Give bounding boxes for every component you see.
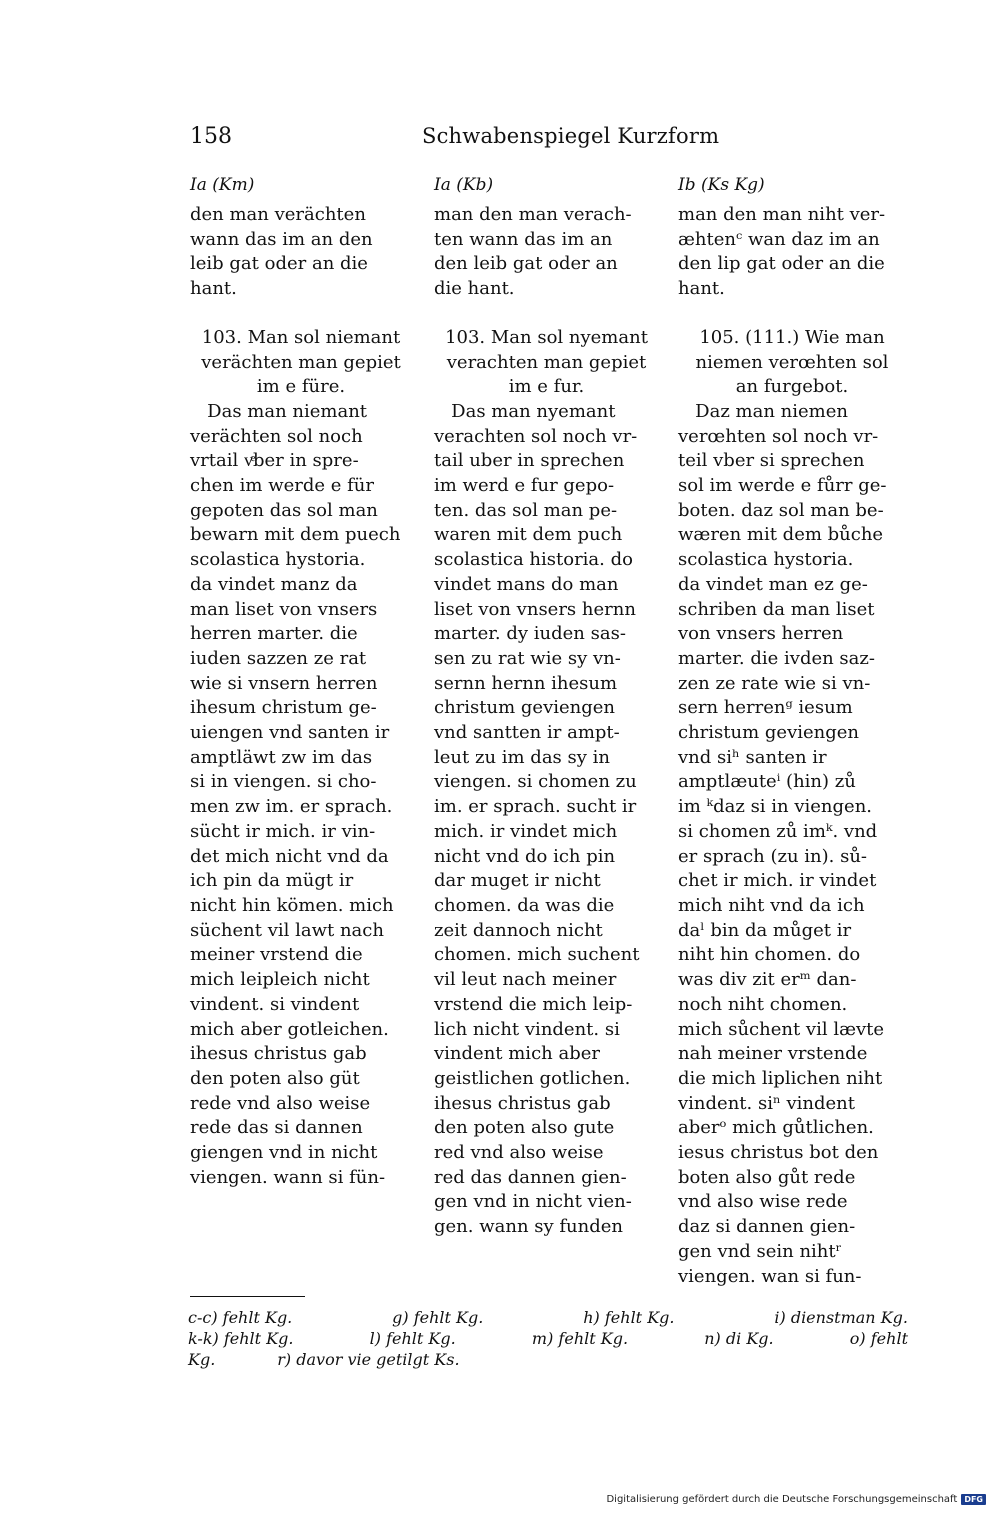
- body-text-line: schriben da man liset: [678, 598, 875, 620]
- body-text-line: mich leipleich nicht: [190, 969, 370, 991]
- footnote-entry: m) fehlt Kg.: [531, 1329, 629, 1348]
- body-text-line: aberᵒ mich gůtlichen.: [678, 1117, 874, 1139]
- body-text-line: rede vnd also weise: [190, 1092, 371, 1114]
- body-text-line: vnd also wise rede: [678, 1191, 848, 1213]
- footnote-entry: Kg.: [188, 1350, 216, 1369]
- body-text-line: chomen. mich suchent: [434, 944, 640, 966]
- body-text-line: herren marter. die: [190, 623, 358, 645]
- footnote-line: [188, 1328, 908, 1349]
- body-text-line: Das man niemant: [190, 400, 368, 422]
- body-text-line: sernn hernn ihesum: [434, 672, 618, 694]
- body-text-line: gen vnd in nicht vien-: [434, 1191, 632, 1213]
- footnote-rule: [190, 1296, 305, 1297]
- section-heading-line: an furgebot.: [735, 376, 849, 398]
- body-text-line: vindet mans do man: [434, 573, 619, 595]
- column-siglum: Ia (Km): [190, 175, 255, 195]
- body-text-line: iuden sazzen ze rat: [190, 647, 367, 669]
- body-text-line: geistlichen gotlichen.: [434, 1067, 631, 1089]
- footnote-entry: r) davor vie getilgt Ks.: [277, 1350, 460, 1369]
- column-siglum: Ia (Kb): [434, 175, 494, 195]
- section-spacer: [190, 302, 412, 326]
- continuation-line: die hant.: [434, 278, 515, 300]
- body-text-line: er sprach (zu in). sů-: [678, 845, 868, 867]
- body-text-line: scolastica historia. do: [434, 549, 633, 571]
- body-text-line: süchent vil lawt nach: [190, 919, 384, 941]
- body-text-line: rede das si dannen: [190, 1117, 363, 1139]
- body-text-line: boten. daz sol man be-: [678, 499, 884, 521]
- body-text-line: ihesus christus gab: [434, 1092, 611, 1114]
- footnote-entry: l) fehlt Kg.: [369, 1329, 456, 1348]
- section-heading-line: verächten man gepiet: [201, 351, 401, 373]
- continuation-line: ten wann das im an: [434, 228, 613, 250]
- body-text-line: scolastica hystoria.: [678, 549, 854, 571]
- body-text-line: amptläwt zw im das: [190, 746, 373, 768]
- continuation-line: wann das im an den: [190, 228, 373, 250]
- body-text-line: si in viengen. si cho-: [190, 771, 377, 793]
- body-text-line: nah meiner vrstende: [678, 1043, 868, 1065]
- continuation-line: den lip gat oder an die: [678, 253, 885, 275]
- body-text-line: ihesum christum ge-: [190, 697, 377, 719]
- body-text-line: chet ir mich. ir vindet: [678, 870, 877, 892]
- body-text-line: red vnd also weise: [434, 1142, 604, 1164]
- body-text-line: ihesus christus gab: [190, 1043, 367, 1065]
- continuation-line: hant.: [190, 278, 237, 300]
- body-text-line: scolastica hystoria.: [190, 549, 366, 571]
- footnote-entry: c-c) fehlt Kg.: [188, 1308, 293, 1327]
- body-text-line: viengen. wan si fun-: [678, 1265, 862, 1287]
- body-text-line: daz si dannen gien-: [678, 1216, 856, 1238]
- body-text-line: zen ze rate wie si vn-: [678, 672, 871, 694]
- body-text-line: viengen. si chomen zu: [434, 771, 637, 793]
- footnotes: [188, 1307, 908, 1370]
- body-text-line: men zw im. er sprach.: [190, 796, 393, 818]
- body-text-line: liset von vnsers hernn: [434, 598, 636, 620]
- body-text-line: marter. dy iuden sas-: [434, 623, 626, 645]
- body-text-line: da vindet manz da: [190, 573, 358, 595]
- footnote-entry: o) fehlt: [849, 1329, 908, 1348]
- body-text-line: niht hin chomen. do: [678, 944, 861, 966]
- footnote-entry: k-k) fehlt Kg.: [188, 1329, 294, 1348]
- body-text-line: gen. wann sy funden: [434, 1216, 623, 1238]
- continuation-line: man den man verach-: [434, 204, 632, 225]
- column-ia-km: [190, 173, 412, 1190]
- column-siglum: Ib (Ks Kg): [678, 175, 765, 195]
- body-text-line: iesus christus bot den: [678, 1142, 879, 1164]
- body-text-line: viengen. wann si fün-: [190, 1166, 386, 1188]
- section-heading-line: 103. Man sol niemant: [201, 326, 401, 348]
- body-text-line: die mich liplichen niht: [678, 1067, 883, 1089]
- body-text-line: mich. ir vindet mich: [434, 820, 618, 842]
- body-text-line: den poten also gute: [434, 1117, 615, 1139]
- body-text-line: wæren mit dem bůche: [678, 524, 884, 546]
- body-text-line: gepoten das sol man: [190, 499, 378, 521]
- footnote-entry: n) di Kg.: [704, 1329, 774, 1348]
- body-text-line: sücht ir mich. ir vin-: [190, 820, 376, 842]
- body-text-line: vindent. si vindent: [190, 993, 360, 1015]
- section-heading-line: 103. Man sol nyemant: [445, 326, 648, 348]
- section-heading-line: 105. (111.) Wie man: [699, 326, 885, 348]
- body-text-line: si chomen zů imᵏ. vnd: [678, 820, 878, 842]
- body-text-line: leut zu im das sy in: [434, 746, 610, 768]
- body-text-line: meiner vrstend die: [190, 944, 363, 966]
- footnote-line: [188, 1307, 908, 1328]
- body-text-line: christum geviengen: [678, 722, 860, 744]
- body-text-line: marter. die ivden saz-: [678, 647, 875, 669]
- section-spacer: [434, 302, 659, 326]
- body-text-line: nicht hin kömen. mich: [190, 894, 394, 916]
- column-ib-ks-kg: [678, 173, 906, 1289]
- footnote-line: [188, 1349, 908, 1370]
- body-text-line: teil vber si sprechen: [678, 450, 865, 472]
- body-text-line: wie si vnsern herren: [190, 672, 378, 694]
- body-text-line: ten. das sol man pe-: [434, 499, 618, 521]
- column-ia-kb: [434, 173, 659, 1240]
- body-text-line: waren mit dem puch: [434, 524, 623, 546]
- body-text-line: chen im werde e für: [190, 475, 374, 497]
- body-text-line: Daz man niemen: [678, 400, 848, 422]
- digitization-credit: [606, 1494, 986, 1505]
- body-text-line: gen vnd sein nihtʳ: [678, 1240, 842, 1262]
- dfg-logo: DFG: [961, 1494, 986, 1505]
- body-text-line: man liset von vnsers: [190, 598, 378, 620]
- body-text-line: mich aber gotleichen.: [190, 1018, 389, 1040]
- body-text-line: amptlæuteⁱ (hin) zů: [678, 771, 856, 793]
- section-heading-line: im e füre.: [256, 376, 346, 398]
- body-text-line: giengen vnd in nicht: [190, 1142, 378, 1164]
- body-text-line: noch niht chomen.: [678, 993, 848, 1015]
- body-text-line: vindent. siⁿ vindent: [678, 1092, 855, 1114]
- body-text-line: daˡ bin da můget ir: [678, 919, 852, 941]
- body-text-line: sern herrenᵍ iesum: [678, 697, 853, 719]
- body-text-line: verœhten sol noch vr-: [678, 425, 879, 447]
- body-text-line: uiengen vnd santen ir: [190, 722, 390, 744]
- body-text-line: den poten also güt: [190, 1067, 360, 1089]
- body-text-line: verächten sol noch: [190, 425, 363, 447]
- continuation-line: man den man niht ver-: [678, 204, 886, 225]
- continuation-line: leib gat oder an die: [190, 253, 368, 275]
- body-text-line: chomen. da was die: [434, 894, 615, 916]
- body-text-line: von vnsers herren: [678, 623, 844, 645]
- body-text-line: christum geviengen: [434, 697, 616, 719]
- footnote-entry: h) fehlt Kg.: [583, 1308, 675, 1327]
- body-text-line: mich sůchent vil lævte: [678, 1018, 885, 1040]
- body-text-line: tail uber in sprechen: [434, 450, 625, 472]
- body-text-line: sol im werde e fůrr ge-: [678, 475, 887, 497]
- running-head: Schwabenspiegel Kurzform: [422, 124, 720, 148]
- section-heading-line: niemen verœhten sol: [695, 351, 889, 373]
- body-text-line: Das man nyemant: [434, 400, 616, 422]
- body-text-line: vrtail vͤber in spre-: [190, 450, 359, 472]
- body-text-line: da vindet man ez ge-: [678, 573, 868, 595]
- section-spacer: [678, 302, 906, 326]
- body-text-line: was div zit erᵐ dan-: [678, 969, 857, 991]
- page-number: 158: [190, 124, 232, 149]
- body-text-line: vnd santten ir ampt-: [434, 722, 620, 744]
- body-text-line: im werd e fur gepo-: [434, 475, 615, 497]
- body-text-line: vindent mich aber: [434, 1043, 600, 1065]
- section-heading-line: im e fur.: [508, 376, 585, 398]
- body-text-line: det mich nicht vnd da: [190, 845, 389, 867]
- body-text-line: zeit dannoch nicht: [434, 919, 603, 941]
- section-heading-line: verachten man gepiet: [446, 351, 647, 373]
- body-text-line: lich nicht vindent. si: [434, 1018, 620, 1040]
- body-text-line: verachten sol noch vr-: [434, 425, 638, 447]
- body-text-line: sen zu rat wie sy vn-: [434, 647, 621, 669]
- continuation-line: hant.: [678, 278, 725, 300]
- continuation-line: æhtenᶜ wan daz im an: [678, 228, 880, 250]
- footnote-entry: g) fehlt Kg.: [392, 1308, 484, 1327]
- body-text-line: im ᵏdaz si in viengen.: [678, 796, 873, 818]
- continuation-line: den man verächten: [190, 204, 366, 225]
- body-text-line: vnd siʰ santen ir: [678, 746, 827, 768]
- body-text-line: red das dannen gien-: [434, 1166, 627, 1188]
- body-text-line: bewarn mit dem puech: [190, 524, 401, 546]
- continuation-line: den leib gat oder an: [434, 253, 618, 275]
- footnote-entry: i) dienstman Kg.: [774, 1308, 908, 1327]
- body-text-line: nicht vnd do ich pin: [434, 845, 616, 867]
- body-text-line: im. er sprach. sucht ir: [434, 796, 637, 818]
- body-text-line: ich pin da mügt ir: [190, 870, 354, 892]
- body-text-line: boten also gůt rede: [678, 1166, 856, 1188]
- body-text-line: vil leut nach meiner: [434, 969, 617, 991]
- body-text-line: mich niht vnd da ich: [678, 894, 865, 916]
- body-text-line: vrstend die mich leip-: [434, 993, 633, 1015]
- body-text-line: dar muget ir nicht: [434, 870, 601, 892]
- credit-text: Digitalisierung gefördert durch die Deutsche Forschungsgemeinschaft: [606, 1494, 958, 1505]
